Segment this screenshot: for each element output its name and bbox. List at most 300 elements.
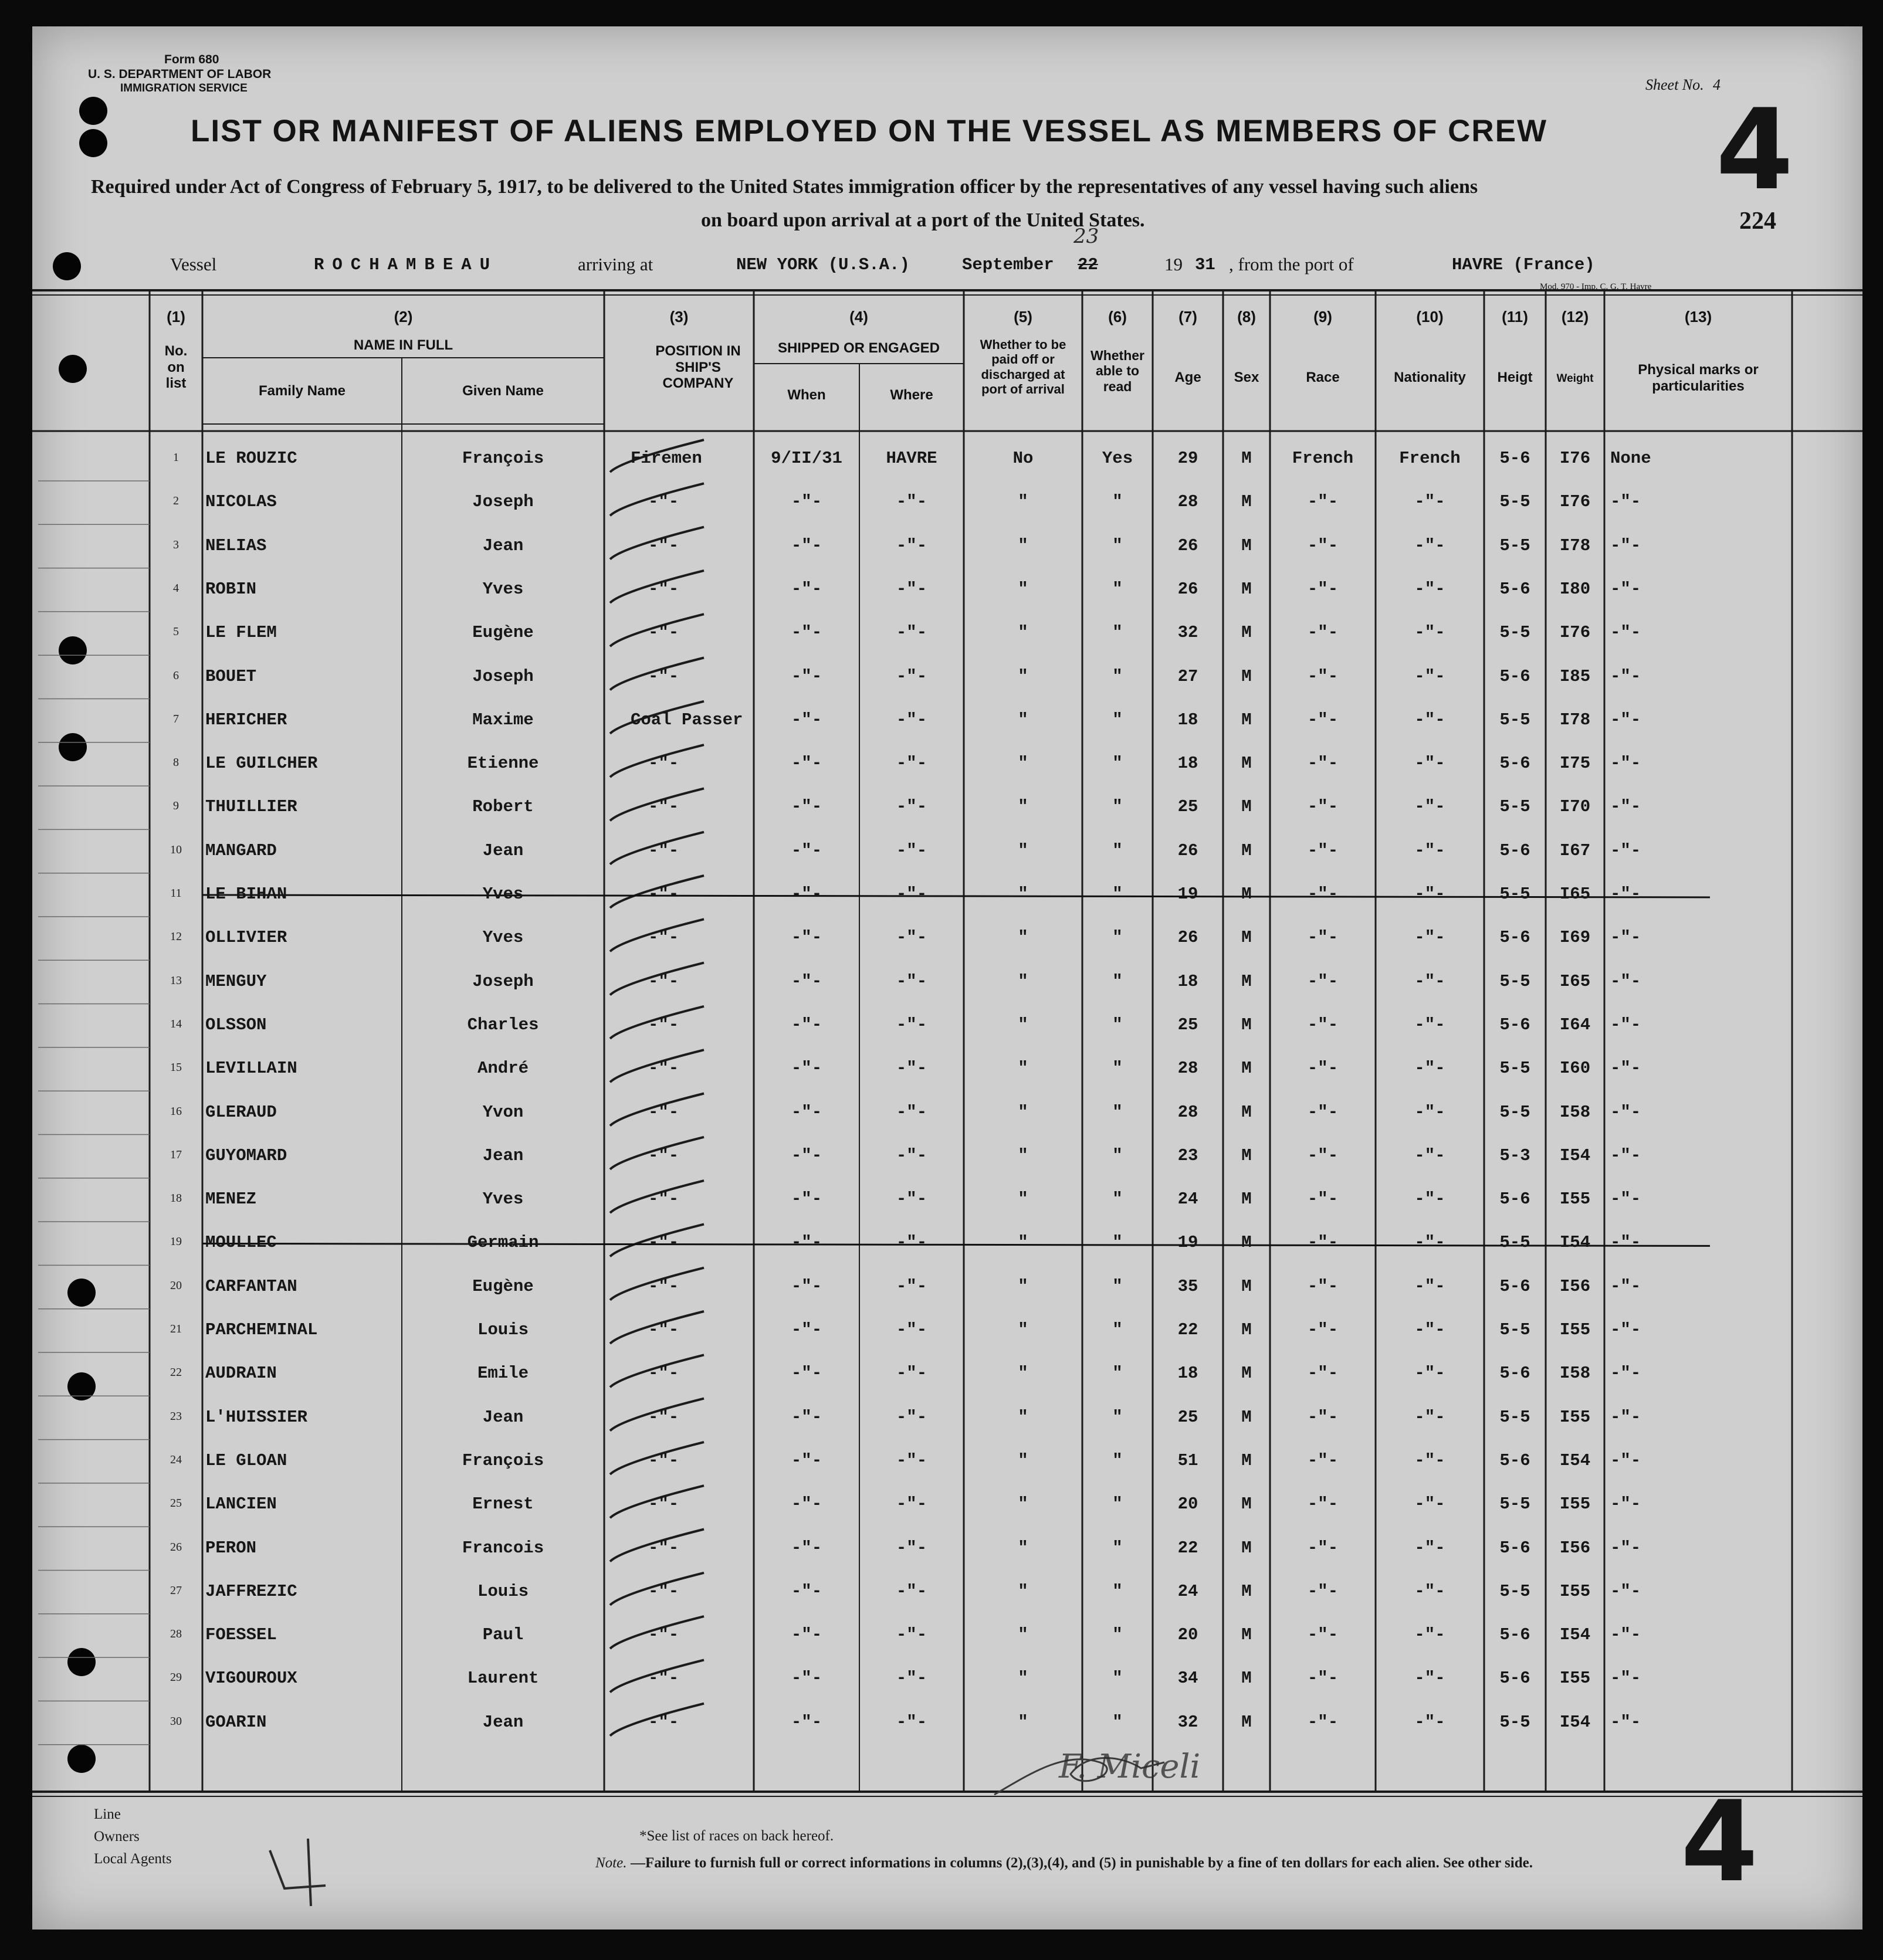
cell-where: -"-: [896, 1059, 927, 1079]
cell-position: -"-: [648, 1364, 679, 1383]
cell-marks: -"-: [1610, 928, 1641, 948]
col-5-number: (5): [1014, 308, 1032, 325]
cell-marks: -"-: [1610, 1712, 1641, 1732]
cell-when: -"-: [791, 1450, 822, 1470]
cell-race: -"-: [1307, 1494, 1339, 1514]
cell-height: 5-5: [1499, 1059, 1530, 1079]
col-3-number: (3): [669, 308, 689, 325]
cell-where: -"-: [896, 1494, 927, 1514]
cell-paid-off: ": [1018, 1538, 1028, 1558]
cell-marks: -"-: [1610, 1015, 1641, 1035]
cell-given: Jean: [482, 1407, 524, 1427]
cell-race: -"-: [1307, 1059, 1339, 1079]
row-number: 22: [170, 1366, 182, 1379]
cell-paid-off: ": [1018, 1364, 1028, 1383]
cell-given: Maxime: [472, 710, 534, 730]
cell-family: HERICHER: [205, 710, 287, 730]
cell-family: THUILLIER: [205, 797, 297, 817]
cell-family: LEVILLAIN: [205, 1059, 297, 1079]
cell-where: -"-: [896, 1669, 927, 1688]
cell-race: French: [1292, 449, 1354, 468]
cell-race: -"-: [1307, 840, 1339, 860]
cell-when: -"-: [791, 754, 822, 774]
col-4-header: SHIPPED OR ENGAGED: [777, 340, 940, 356]
cell-nationality: -"-: [1414, 1320, 1445, 1340]
cell-read: ": [1112, 1145, 1123, 1165]
cell-given: Joseph: [472, 666, 534, 686]
cell-height: 5-6: [1499, 449, 1530, 468]
row-number: 14: [170, 1017, 182, 1030]
cell-weight: I55: [1559, 1581, 1591, 1601]
cell-when: -"-: [791, 1494, 822, 1514]
cell-when: -"-: [791, 1538, 822, 1558]
cell-age: 26: [1177, 840, 1198, 860]
cell-where: -"-: [896, 1450, 927, 1470]
row-number: 8: [173, 756, 179, 769]
cell-family: PARCHEMINAL: [205, 1320, 318, 1340]
cell-given: Paul: [482, 1625, 524, 1645]
cell-sex: M: [1241, 1145, 1252, 1165]
cell-position: -"-: [648, 623, 679, 643]
sheet-label: Sheet No.: [1645, 76, 1704, 93]
cell-position: Coal Passer: [631, 710, 743, 730]
cell-age: 25: [1177, 1407, 1198, 1427]
cell-age: 18: [1177, 1364, 1198, 1383]
row-number: 20: [170, 1279, 182, 1292]
cell-weight: I65: [1559, 884, 1591, 904]
cell-age: 28: [1177, 492, 1198, 512]
cell-sex: M: [1241, 1407, 1252, 1427]
cell-family: LE BIHAN: [205, 884, 287, 904]
row-number: 18: [170, 1192, 182, 1205]
sheet-big-number: 4: [1716, 85, 1794, 215]
cell-given: Ernest: [472, 1494, 534, 1514]
cell-age: 18: [1177, 754, 1198, 774]
col-13-number: (13): [1684, 308, 1712, 325]
sheet-number: 4: [1713, 76, 1721, 93]
col-4-where-header: Where: [890, 387, 933, 403]
cell-where: -"-: [896, 840, 927, 860]
cell-race: -"-: [1307, 1712, 1339, 1732]
row-number: 17: [170, 1148, 182, 1161]
cell-position: -"-: [648, 1538, 679, 1558]
cell-where: -"-: [896, 1538, 927, 1558]
cell-when: 9/II/31: [771, 449, 842, 468]
cell-weight: I54: [1559, 1450, 1591, 1470]
col-4-number: (4): [849, 308, 868, 325]
cell-race: -"-: [1307, 754, 1339, 774]
cell-race: -"-: [1307, 1669, 1339, 1688]
cell-weight: I60: [1559, 1059, 1591, 1079]
cell-where: -"-: [896, 623, 927, 643]
cell-where: -"-: [896, 1625, 927, 1645]
cell-read: ": [1112, 1450, 1123, 1470]
cell-position: -"-: [648, 1669, 679, 1688]
col-9-header: Race: [1306, 369, 1340, 385]
cell-family: LANCIEN: [205, 1494, 277, 1514]
cell-race: -"-: [1307, 1320, 1339, 1340]
col-12-header: Weight: [1556, 372, 1594, 385]
cell-race: -"-: [1307, 1450, 1339, 1470]
cell-paid-off: ": [1018, 666, 1028, 686]
note-prefix: Note.: [595, 1855, 627, 1871]
cell-sex: M: [1241, 1320, 1252, 1340]
cell-position: -"-: [648, 1145, 679, 1165]
col-2-header: NAME IN FULL: [353, 337, 453, 353]
cell-sex: M: [1241, 1059, 1252, 1079]
cell-read: Yes: [1102, 449, 1133, 468]
cell-nationality: -"-: [1414, 492, 1445, 512]
cell-sex: M: [1241, 579, 1252, 599]
cell-read: ": [1112, 797, 1123, 817]
cell-nationality: -"-: [1414, 971, 1445, 991]
row-number: 27: [170, 1583, 182, 1597]
cell-family: OLLIVIER: [205, 928, 287, 948]
cell-height: 5-5: [1499, 971, 1530, 991]
cell-nationality: -"-: [1414, 754, 1445, 774]
cell-position: -"-: [648, 1276, 679, 1296]
department-name: U. S. DEPARTMENT OF LABOR: [88, 67, 272, 81]
cell-height: 5-6: [1499, 1669, 1530, 1688]
cell-race: -"-: [1307, 1145, 1339, 1165]
cell-weight: I55: [1559, 1407, 1591, 1427]
cell-family: LE GUILCHER: [205, 754, 318, 774]
cell-marks: -"-: [1610, 1145, 1641, 1165]
cell-paid-off: ": [1018, 754, 1028, 774]
col-1-header: No. on list: [164, 343, 188, 392]
cell-position: -"-: [648, 1233, 679, 1253]
cell-read: ": [1112, 884, 1123, 904]
cell-read: ": [1112, 1538, 1123, 1558]
cell-family: CARFANTAN: [205, 1276, 297, 1296]
cell-family: BOUET: [205, 666, 257, 686]
cell-paid-off: ": [1018, 971, 1028, 991]
cell-age: 25: [1177, 797, 1198, 817]
cell-position: -"-: [648, 1712, 679, 1732]
cell-height: 5-6: [1499, 928, 1530, 948]
cell-paid-off: ": [1018, 1102, 1028, 1122]
arrival-year-prefix: 19: [1164, 254, 1183, 274]
cell-paid-off: ": [1018, 1233, 1028, 1253]
cell-paid-off: ": [1018, 1145, 1028, 1165]
cell-age: 18: [1177, 971, 1198, 991]
cell-age: 19: [1177, 1233, 1198, 1253]
cell-weight: I58: [1559, 1364, 1591, 1383]
cell-sex: M: [1241, 623, 1252, 643]
cell-race: -"-: [1307, 797, 1339, 817]
cell-family: MANGARD: [205, 840, 277, 860]
cell-marks: -"-: [1610, 1494, 1641, 1514]
cell-given: Germain: [467, 1233, 539, 1253]
row-number: 21: [170, 1323, 182, 1335]
cell-weight: I78: [1559, 710, 1591, 730]
cell-position: -"-: [648, 579, 679, 599]
cell-paid-off: ": [1018, 1015, 1028, 1035]
cell-position: -"-: [648, 1189, 679, 1209]
local-agents-label: Local Agents: [94, 1851, 172, 1867]
cell-sex: M: [1241, 884, 1252, 904]
row-number: 10: [170, 843, 182, 856]
cell-where: -"-: [896, 797, 927, 817]
form-number: Form 680: [164, 53, 219, 66]
cell-nationality: -"-: [1414, 1364, 1445, 1383]
cell-where: -"-: [896, 579, 927, 599]
cell-weight: I65: [1559, 971, 1591, 991]
cell-race: -"-: [1307, 971, 1339, 991]
cell-sex: M: [1241, 1233, 1252, 1253]
cell-nationality: -"-: [1414, 1450, 1445, 1470]
cell-position: -"-: [648, 1450, 679, 1470]
cell-race: -"-: [1307, 579, 1339, 599]
cell-nationality: -"-: [1414, 797, 1445, 817]
cell-weight: I76: [1559, 492, 1591, 512]
cell-height: 5-3: [1499, 1145, 1530, 1165]
cell-weight: I67: [1559, 840, 1591, 860]
cell-nationality: -"-: [1414, 666, 1445, 686]
cell-given: François: [462, 1450, 544, 1470]
cell-height: 5-6: [1499, 840, 1530, 860]
cell-family: AUDRAIN: [205, 1364, 277, 1383]
cell-family: MENGUY: [205, 971, 267, 991]
cell-given: Louis: [477, 1581, 529, 1601]
arrival-day-struck: 22: [1078, 255, 1098, 274]
cell-when: -"-: [791, 1581, 822, 1601]
cell-family: MOULLEC: [205, 1233, 277, 1253]
cell-height: 5-5: [1499, 1712, 1530, 1732]
col-4-when-header: When: [787, 387, 826, 403]
cell-race: -"-: [1307, 623, 1339, 643]
cell-marks: -"-: [1610, 971, 1641, 991]
cell-weight: I76: [1559, 623, 1591, 643]
cell-sex: M: [1241, 840, 1252, 860]
cell-position: -"-: [648, 840, 679, 860]
cell-weight: I55: [1559, 1669, 1591, 1688]
cell-position: -"-: [648, 971, 679, 991]
cell-position: -"-: [648, 1581, 679, 1601]
cell-when: -"-: [791, 535, 822, 555]
row-number: 28: [170, 1627, 182, 1641]
cell-given: Emile: [477, 1364, 529, 1383]
cell-weight: I80: [1559, 579, 1591, 599]
cell-weight: I56: [1559, 1276, 1591, 1296]
row-number: 9: [173, 799, 179, 813]
cell-family: GOARIN: [205, 1712, 267, 1732]
cell-paid-off: ": [1018, 928, 1028, 948]
cell-paid-off: ": [1018, 797, 1028, 817]
row-number: 5: [173, 625, 179, 639]
cell-nationality: -"-: [1414, 1669, 1445, 1688]
cell-weight: I54: [1559, 1233, 1591, 1253]
cell-sex: M: [1241, 666, 1252, 686]
cell-height: 5-5: [1499, 1494, 1530, 1514]
cell-given: Eugène: [472, 623, 534, 643]
cell-marks: -"-: [1610, 1233, 1641, 1253]
cell-nationality: -"-: [1414, 710, 1445, 730]
cell-marks: -"-: [1610, 1450, 1641, 1470]
cell-sex: M: [1241, 1712, 1252, 1732]
col-5-header: Whether to be paid off or discharged at port of arrival: [980, 337, 1066, 396]
cell-height: 5-5: [1499, 1102, 1530, 1122]
cell-position: -"-: [648, 1102, 679, 1122]
cell-family: GUYOMARD: [205, 1145, 287, 1165]
cell-given: Jean: [482, 1712, 524, 1732]
cell-nationality: -"-: [1414, 884, 1445, 904]
cell-read: ": [1112, 1233, 1123, 1253]
cell-when: -"-: [791, 1189, 822, 1209]
cell-height: 5-5: [1499, 797, 1530, 817]
cell-given: Francois: [462, 1538, 544, 1558]
cell-sex: M: [1241, 1364, 1252, 1383]
arrival-year-suffix: 31: [1195, 255, 1215, 274]
cell-paid-off: ": [1018, 1407, 1028, 1427]
cell-read: ": [1112, 1581, 1123, 1601]
cell-weight: I69: [1559, 928, 1591, 948]
cell-when: -"-: [791, 1320, 822, 1340]
cell-given: Robert: [472, 797, 534, 817]
row-number: 2: [173, 494, 179, 508]
cell-weight: I54: [1559, 1625, 1591, 1645]
row-number: 1: [173, 451, 179, 464]
cell-marks: -"-: [1610, 754, 1641, 774]
col-2-number: (2): [394, 308, 413, 325]
cell-when: -"-: [791, 1145, 822, 1165]
cell-family: VIGOUROUX: [205, 1669, 297, 1688]
cell-sex: M: [1241, 449, 1252, 468]
cell-nationality: French: [1399, 449, 1461, 468]
cell-read: ": [1112, 1320, 1123, 1340]
cell-height: 5-5: [1499, 492, 1530, 512]
cell-position: -"-: [648, 797, 679, 817]
cell-paid-off: ": [1018, 1669, 1028, 1688]
cell-given: Joseph: [472, 492, 534, 512]
cell-nationality: -"-: [1414, 1712, 1445, 1732]
cell-nationality: -"-: [1414, 840, 1445, 860]
cell-nationality: -"-: [1414, 535, 1445, 555]
cell-height: 5-5: [1499, 1233, 1530, 1253]
cell-weight: I55: [1559, 1189, 1591, 1209]
cell-weight: I70: [1559, 797, 1591, 817]
cell-height: 5-6: [1499, 754, 1530, 774]
cell-marks: -"-: [1610, 1059, 1641, 1079]
row-number: 26: [170, 1540, 182, 1554]
cell-race: -"-: [1307, 1276, 1339, 1296]
cell-read: ": [1112, 1625, 1123, 1645]
cell-read: ": [1112, 623, 1123, 643]
cell-age: 19: [1177, 884, 1198, 904]
cell-nationality: -"-: [1414, 1189, 1445, 1209]
cell-marks: -"-: [1610, 1102, 1641, 1122]
fine-note: —Failure to furnish full or correct informations in columns (2),(3),(4), and (5) in punishable by a fine of ten dollars for each alien. See other side.: [631, 1855, 1533, 1871]
cell-race: -"-: [1307, 492, 1339, 512]
cell-weight: I58: [1559, 1102, 1591, 1122]
cell-marks: None: [1610, 449, 1651, 468]
cell-given: Jean: [482, 1145, 524, 1165]
cell-where: -"-: [896, 1320, 927, 1340]
cell-where: -"-: [896, 971, 927, 991]
cell-when: -"-: [791, 579, 822, 599]
col-6-number: (6): [1108, 308, 1127, 325]
cell-given: Jean: [482, 535, 524, 555]
printer-reference: Mod. 970 - Imp. C. G. T. Havre: [1540, 282, 1652, 291]
col-9-number: (9): [1313, 308, 1332, 325]
cell-race: -"-: [1307, 884, 1339, 904]
cell-family: OLSSON: [205, 1015, 267, 1035]
cell-sex: M: [1241, 1494, 1252, 1514]
cell-where: -"-: [896, 666, 927, 686]
cell-height: 5-6: [1499, 579, 1530, 599]
cell-height: 5-6: [1499, 1538, 1530, 1558]
cell-given: François: [462, 449, 544, 468]
cell-marks: -"-: [1610, 840, 1641, 860]
cell-marks: -"-: [1610, 1407, 1641, 1427]
cell-where: -"-: [896, 1407, 927, 1427]
cell-age: 26: [1177, 535, 1198, 555]
cell-where: -"-: [896, 1712, 927, 1732]
row-number: 3: [173, 538, 179, 551]
cell-marks: -"-: [1610, 1669, 1641, 1688]
cell-read: ": [1112, 840, 1123, 860]
cell-age: 22: [1177, 1320, 1198, 1340]
col-8-number: (8): [1237, 308, 1256, 325]
cell-age: 26: [1177, 928, 1198, 948]
manifest-sheet: [32, 26, 1862, 1930]
cell-sex: M: [1241, 971, 1252, 991]
arriving-label: arriving at: [578, 254, 653, 274]
cell-when: -"-: [791, 1669, 822, 1688]
cell-where: -"-: [896, 1364, 927, 1383]
cell-when: -"-: [791, 797, 822, 817]
cell-paid-off: ": [1018, 1189, 1028, 1209]
cell-nationality: -"-: [1414, 1102, 1445, 1122]
cell-sex: M: [1241, 535, 1252, 555]
cell-read: ": [1112, 928, 1123, 948]
cell-marks: -"-: [1610, 1581, 1641, 1601]
cell-where: -"-: [896, 535, 927, 555]
cell-paid-off: No: [1012, 449, 1034, 468]
cell-family: PERON: [205, 1538, 257, 1558]
arrival-month: September: [962, 255, 1054, 274]
cell-race: -"-: [1307, 928, 1339, 948]
cell-weight: I64: [1559, 1015, 1591, 1035]
col-1-number: (1): [167, 308, 185, 325]
cell-marks: -"-: [1610, 1320, 1641, 1340]
cell-marks: -"-: [1610, 797, 1641, 817]
row-number: 25: [170, 1497, 182, 1510]
cell-paid-off: ": [1018, 1494, 1028, 1514]
row-rule-lines: [38, 481, 150, 1745]
cell-age: 28: [1177, 1102, 1198, 1122]
cell-paid-off: ": [1018, 492, 1028, 512]
cell-family: ROBIN: [205, 579, 257, 599]
cell-marks: -"-: [1610, 579, 1641, 599]
cell-family: LE ROUZIC: [205, 449, 297, 468]
cell-paid-off: ": [1018, 579, 1028, 599]
cell-paid-off: ": [1018, 840, 1028, 860]
cell-paid-off: ": [1018, 1625, 1028, 1645]
document-title: LIST OR MANIFEST OF ALIENS EMPLOYED ON THE VESSEL AS MEMBERS OF CREW: [191, 114, 1548, 148]
cell-paid-off: ": [1018, 535, 1028, 555]
vessel-label: Vessel: [170, 254, 217, 274]
cell-height: 5-5: [1499, 535, 1530, 555]
cell-position: -"-: [648, 666, 679, 686]
cell-given: André: [477, 1059, 529, 1079]
cell-read: ": [1112, 1712, 1123, 1732]
cell-when: -"-: [791, 1625, 822, 1645]
cell-when: -"-: [791, 840, 822, 860]
cell-when: -"-: [791, 1059, 822, 1079]
cell-sex: M: [1241, 1581, 1252, 1601]
cell-position: -"-: [648, 492, 679, 512]
